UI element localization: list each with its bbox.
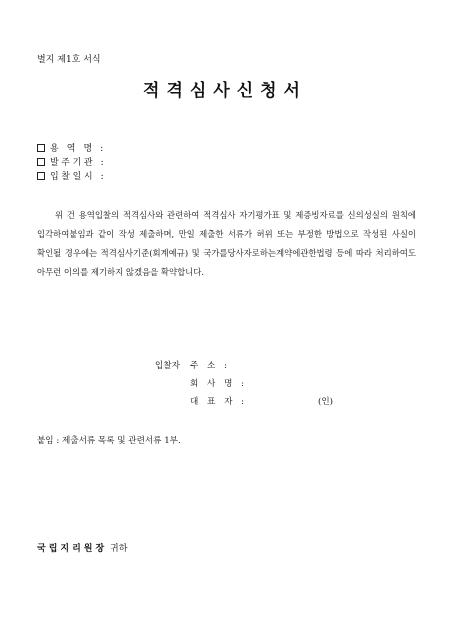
- address-label: 주 소 :: [190, 361, 230, 371]
- statement-paragraph: 위 건 용역입찰의 적격심사와 관련하여 적격심사 자기평가표 및 제증빙자료를 신의성실의 원칙에 입각하여붙임과 같이 작성 제출하며, 만일 제출한 서류가 허위 또는 부정한 방법으로 작성된 사실이 확인될 경우에는 적격심사기준(회계예규) 및 국가를당사자로하는계약에관한법령 등에 따라 처리하여도 아무런 이의를 제기하지 않겠음을 확약합니다.: [37, 210, 416, 277]
- checkbox-icon: [37, 144, 45, 152]
- bidder-label: 입찰자: [155, 361, 180, 371]
- representative-label: 대 표 자 :: [190, 397, 247, 407]
- field-label: 입찰일시 :: [50, 172, 107, 182]
- addressee-org: 국립지리원장: [37, 544, 108, 554]
- checkbox-icon: [37, 158, 45, 166]
- form-number: 별지 제1호 서식: [37, 55, 101, 65]
- checkbox-icon: [37, 172, 45, 180]
- company-label: 회 사 명 :: [190, 379, 247, 389]
- attachment-note: 붙임 : 제출서류 목록 및 관련서류 1부.: [37, 436, 181, 446]
- field-ordering-agency: [37, 155, 106, 168]
- page-title: 적격심사신청서: [143, 81, 307, 101]
- seal-mark: (인): [318, 397, 334, 407]
- field-service-name: [37, 141, 106, 154]
- field-bid-date: [37, 169, 106, 182]
- field-label: 발주기관 :: [50, 158, 107, 168]
- addressee-suffix: 귀하: [110, 544, 128, 554]
- field-label: 용 역 명 :: [50, 144, 106, 154]
- addressee: [37, 541, 127, 554]
